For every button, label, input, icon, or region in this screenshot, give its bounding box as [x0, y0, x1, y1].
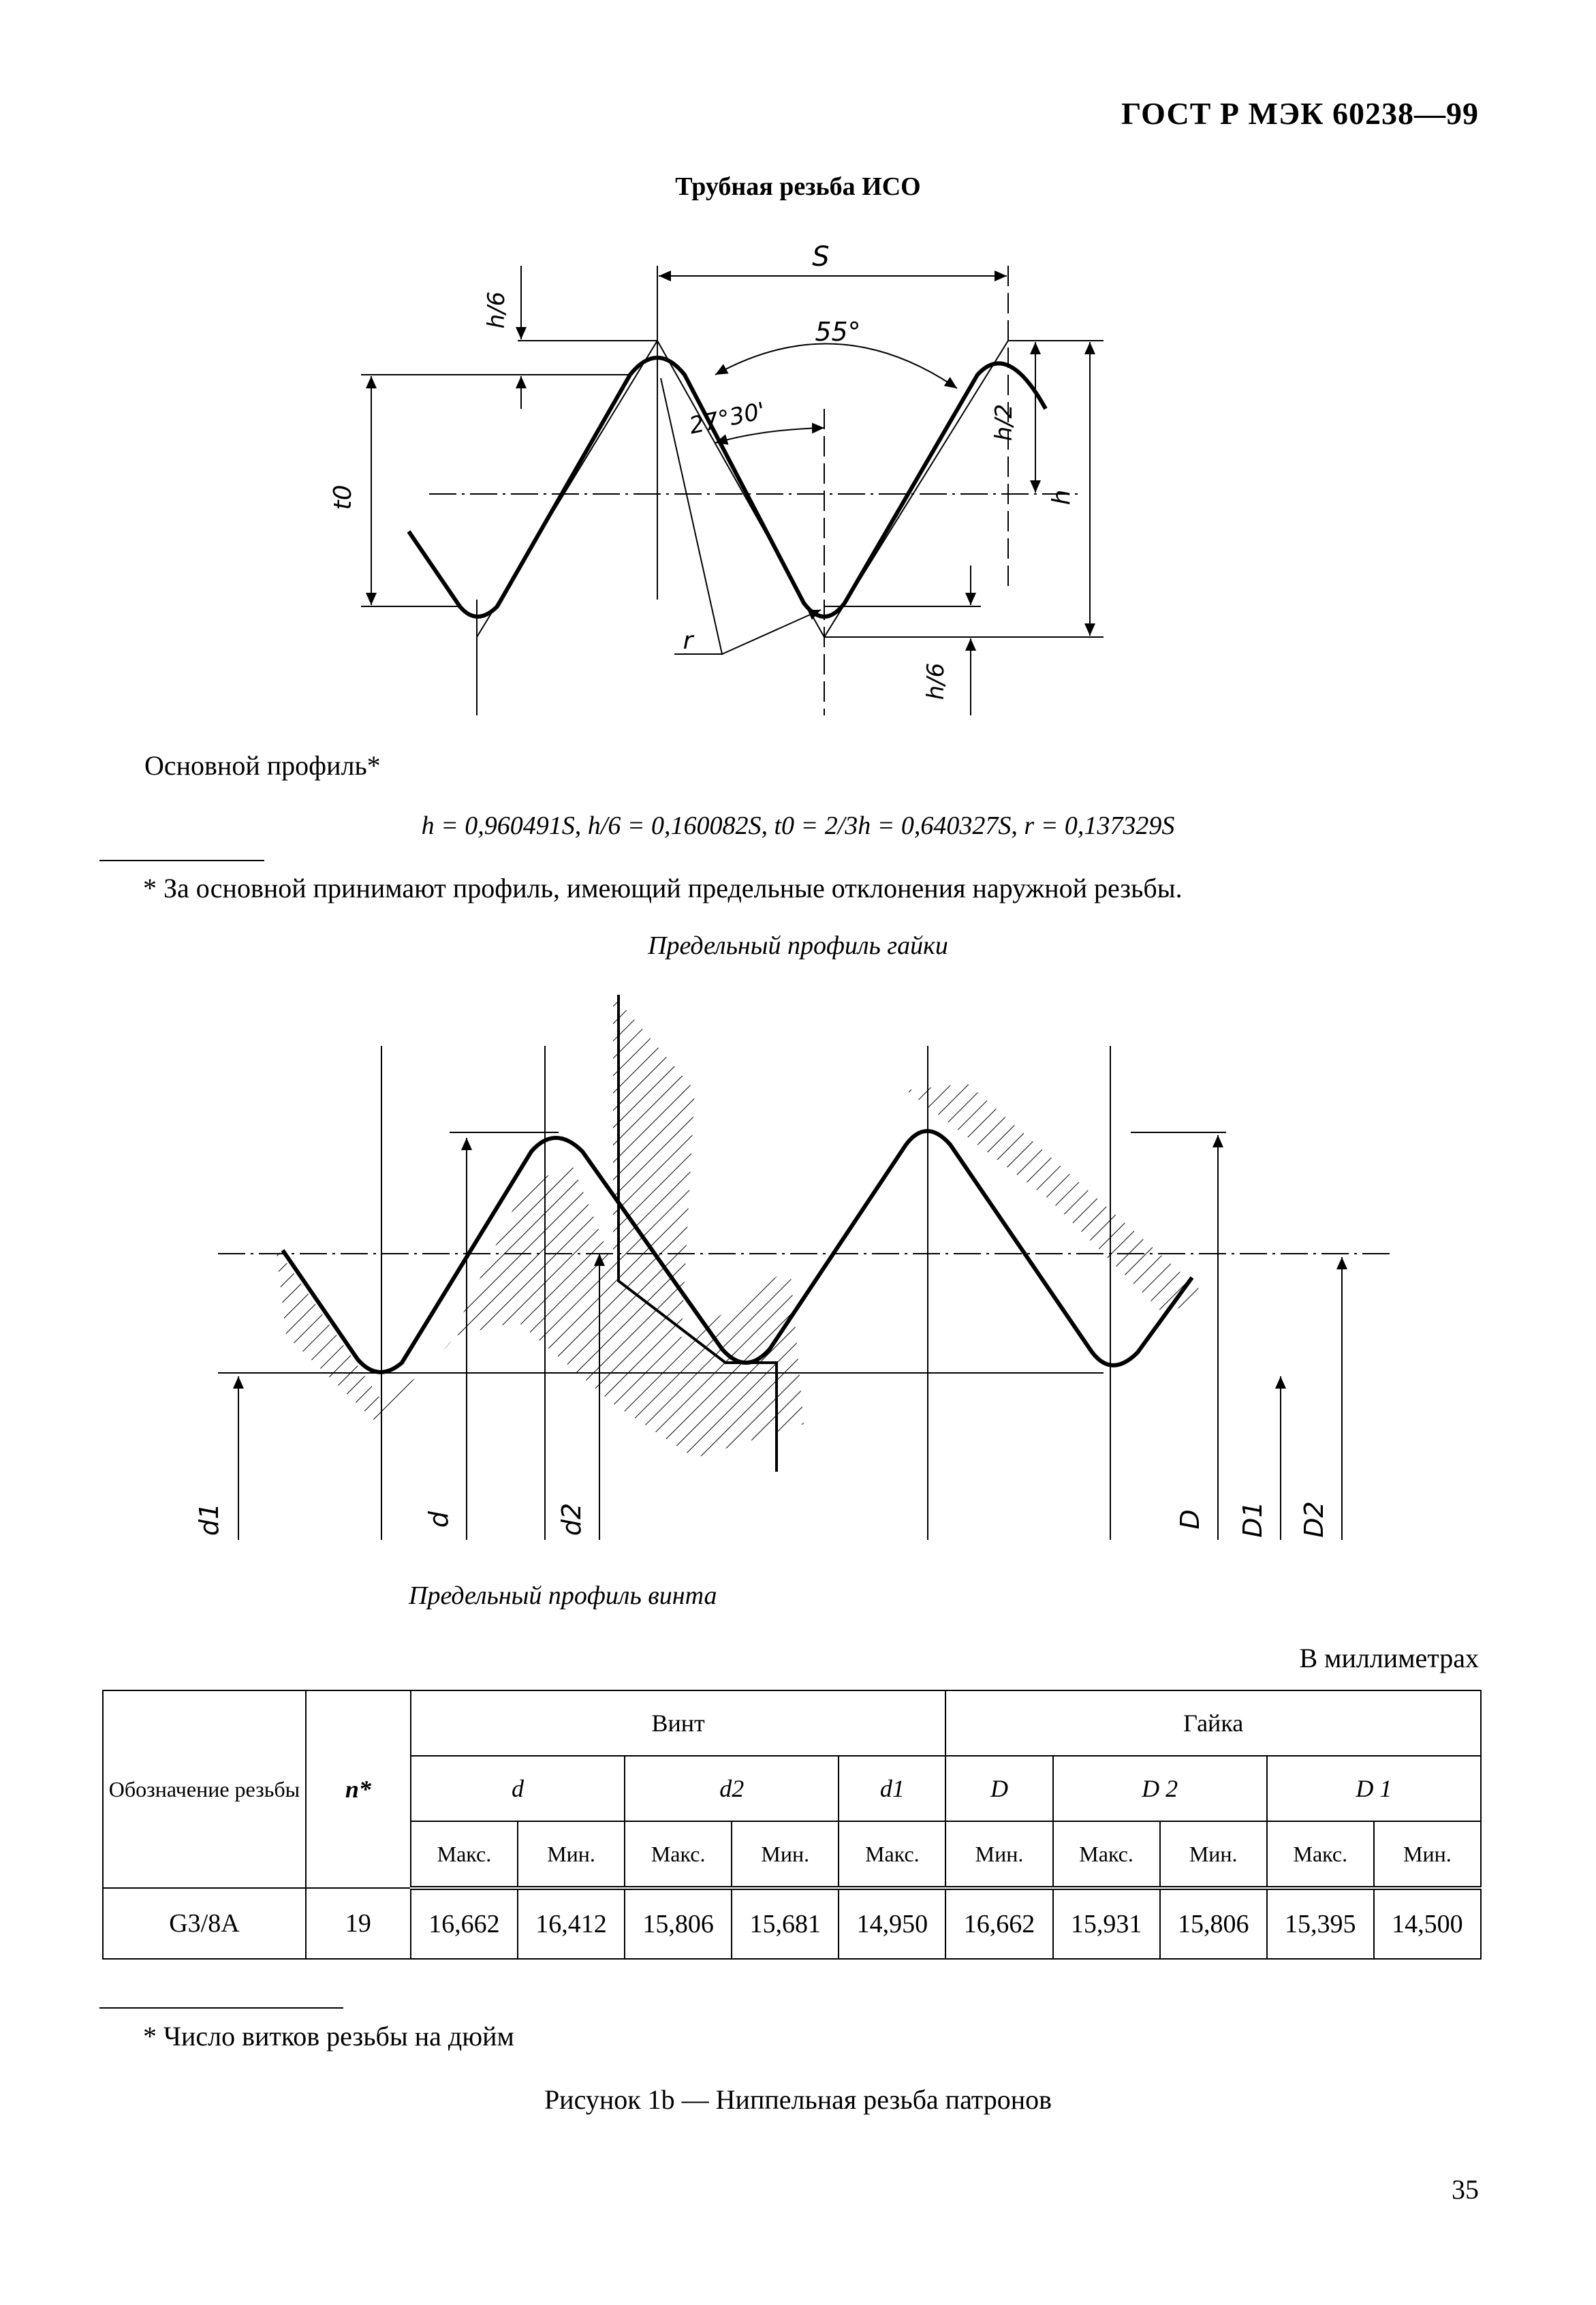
radius-label: r — [683, 627, 693, 655]
limit-profile-diagram — [194, 981, 1417, 1567]
header-min: Мин. — [518, 1821, 625, 1888]
header-D: D — [945, 1756, 1052, 1821]
header-d1: d1 — [839, 1756, 945, 1821]
cell-D2-max: 15,931 — [1053, 1888, 1160, 1959]
header-D2: D 2 — [1053, 1756, 1267, 1821]
footnote-turns-per-inch: * Число витков резьбы на дюйм — [143, 2021, 514, 2052]
cell-D-min: 16,662 — [945, 1888, 1052, 1959]
header-designation: Обозначение резьбы — [103, 1690, 306, 1888]
document-header: ГОСТ Р МЭК 60238—99 — [1121, 96, 1479, 131]
table-row — [103, 1888, 1481, 1959]
nut-profile-caption: Предельный профиль гайки — [648, 931, 948, 960]
header-max: Макс. — [411, 1821, 518, 1888]
basic-profile-formula: h = 0,960491S, h/6 = 0,160082S, t0 = 2/3h = 0,640327S, r = 0,137329S — [421, 811, 1175, 840]
basic-profile-label: Основной профиль* — [144, 750, 381, 781]
footnote-basic-profile: * За основной принимают профиль, имеющий предельные отклонения наружной резьбы. — [143, 873, 1183, 903]
pitch-label: S — [812, 241, 830, 273]
header-max: Макс. — [625, 1821, 732, 1888]
section-title: Трубная резьба ИСО — [675, 172, 921, 201]
header-d: d — [411, 1756, 625, 1821]
cell-designation: G3/8A — [103, 1888, 306, 1959]
header-min: Мин. — [1374, 1821, 1481, 1888]
cell-d-max: 16,662 — [411, 1888, 518, 1959]
page-number: 35 — [1452, 2174, 1479, 2205]
D1-label: D1 — [1238, 1501, 1268, 1538]
cell-d-min: 16,412 — [518, 1888, 625, 1959]
cell-D2-min: 15,806 — [1160, 1888, 1267, 1959]
cell-n: 19 — [306, 1888, 411, 1959]
figure-caption: Рисунок 1b — Ниппельная резьба патронов — [544, 2084, 1052, 2115]
half-angle-label: 27°30' — [687, 397, 768, 440]
header-nut: Гайка — [945, 1690, 1481, 1756]
cell-D1-max: 15,395 — [1267, 1888, 1374, 1959]
h2-label: h/2 — [990, 403, 1018, 442]
D-label: D — [1175, 1509, 1205, 1530]
footnote-rule — [99, 2007, 343, 2009]
d2-label: d2 — [557, 1502, 586, 1536]
h-label: h — [1048, 489, 1076, 506]
angle-label: 55° — [815, 317, 861, 347]
header-max: Макс. — [839, 1821, 945, 1888]
header-screw: Винт — [411, 1690, 946, 1756]
cell-d1-max: 14,950 — [839, 1888, 945, 1959]
h6-bottom-label: h/6 — [922, 662, 950, 700]
header-n: n* — [306, 1690, 411, 1888]
header-d2: d2 — [625, 1756, 839, 1821]
thread-dimensions-table-wrap — [102, 1690, 1482, 1960]
cell-d2-min: 15,681 — [732, 1888, 839, 1959]
d1-label: d1 — [194, 1502, 224, 1536]
h6-top-label: h/6 — [483, 291, 510, 329]
basic-profile-diagram — [320, 241, 1110, 722]
header-max: Макс. — [1267, 1821, 1374, 1888]
t0-label: t0 — [329, 484, 357, 510]
D2-label: D2 — [1299, 1501, 1329, 1538]
header-max: Макс. — [1053, 1821, 1160, 1888]
header-D1: D 1 — [1267, 1756, 1481, 1821]
cell-d2-max: 15,806 — [625, 1888, 732, 1959]
units-note: В миллиметрах — [1299, 1643, 1479, 1673]
d-label: d — [424, 1511, 454, 1528]
thread-dimensions-table — [102, 1690, 1482, 1960]
header-min: Мин. — [945, 1821, 1052, 1888]
header-min: Мин. — [732, 1821, 839, 1888]
cell-D1-min: 14,500 — [1374, 1888, 1481, 1959]
screw-profile-caption: Предельный профиль винта — [409, 1581, 717, 1610]
footnote-rule — [99, 860, 264, 861]
header-min: Мин. — [1160, 1821, 1267, 1888]
